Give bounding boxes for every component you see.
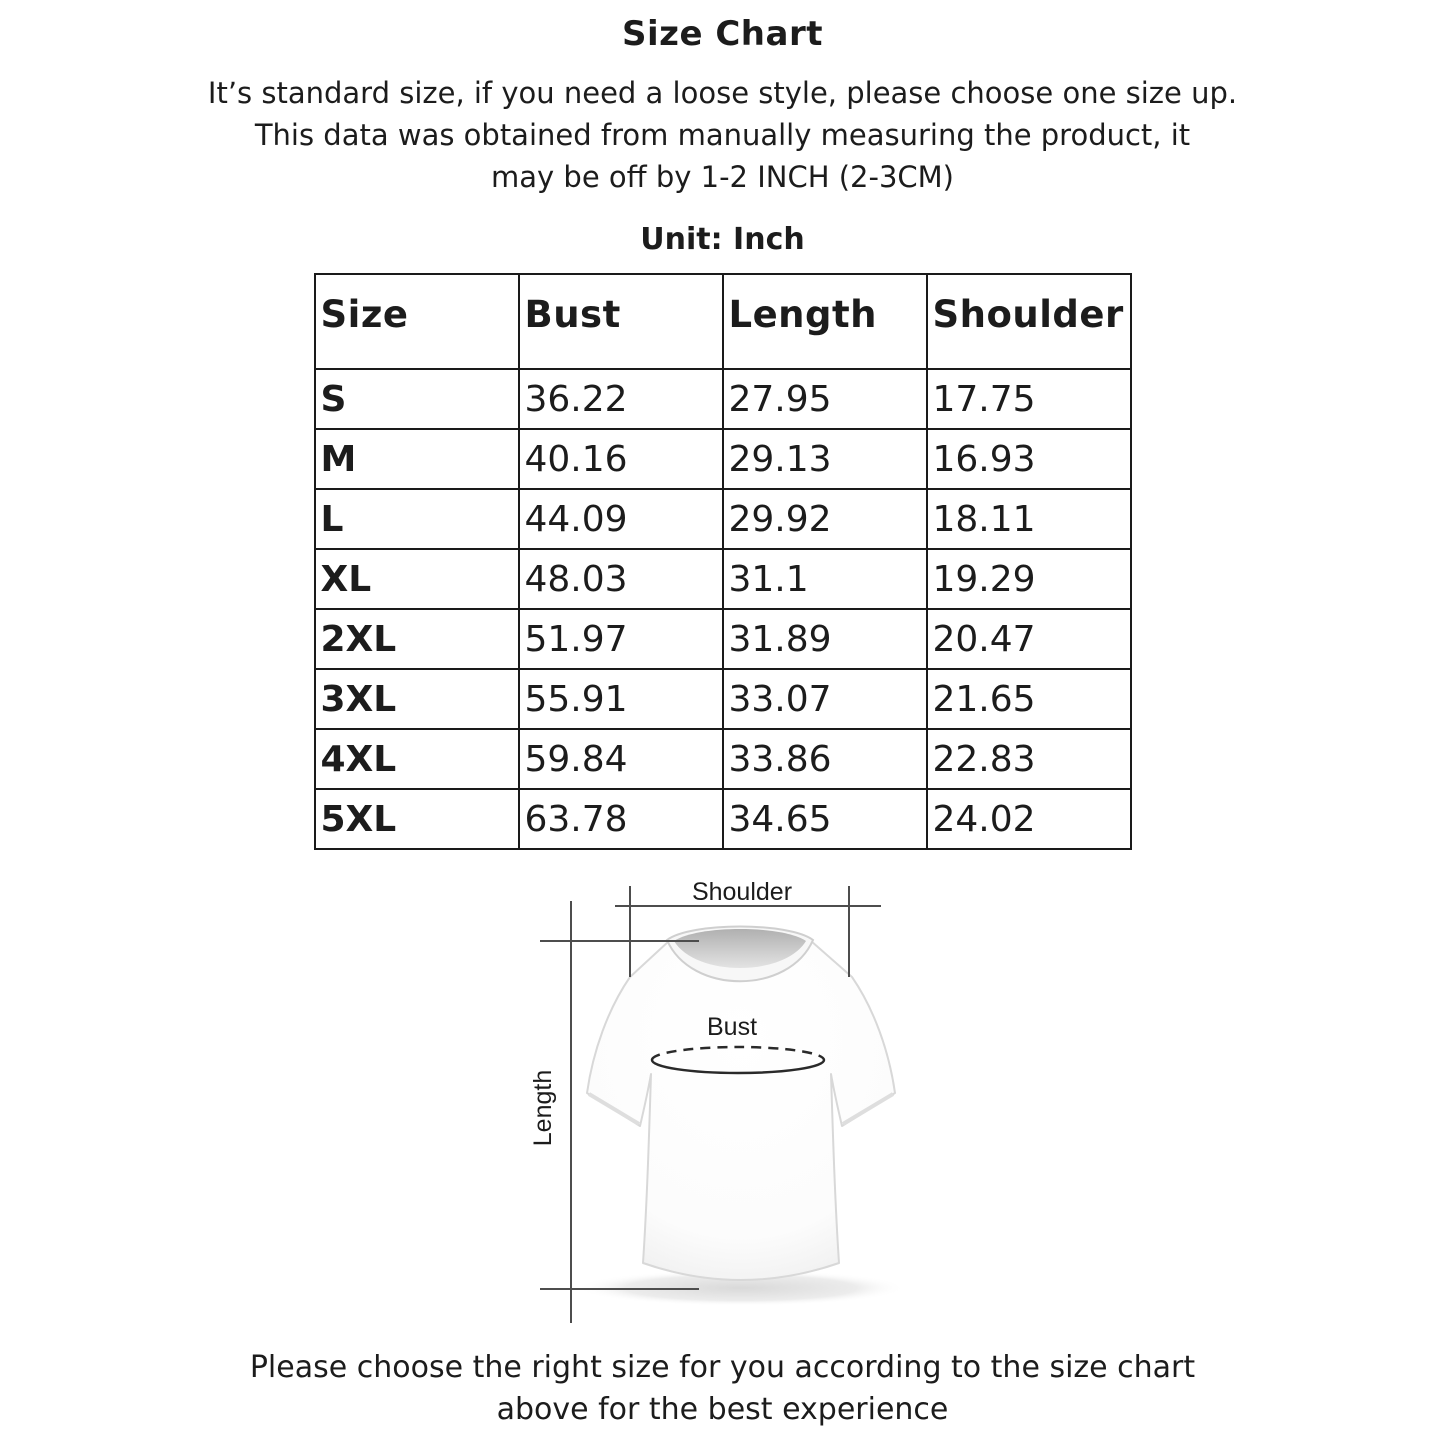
value-cell: 21.65 <box>927 669 1131 729</box>
unit-label: Unit: Inch <box>640 222 805 258</box>
value-cell: 19.29 <box>927 549 1131 609</box>
size-cell: M <box>315 429 519 489</box>
bust-label: Bust <box>706 1013 757 1042</box>
size-cell: 4XL <box>315 729 519 789</box>
column-header-length: Length <box>723 274 927 369</box>
tshirt-diagram <box>528 868 918 1333</box>
value-cell: 63.78 <box>519 789 723 849</box>
footer-text <box>0 1347 1445 1431</box>
value-cell: 18.11 <box>927 489 1131 549</box>
table-row <box>315 729 1131 789</box>
header-row <box>315 274 1131 369</box>
value-cell: 31.89 <box>723 609 927 669</box>
value-cell: 22.83 <box>927 729 1131 789</box>
value-cell: 48.03 <box>519 549 723 609</box>
value-cell: 29.13 <box>723 429 927 489</box>
table-row <box>315 549 1131 609</box>
footer-line-1: Please choose the right size for you according to the size chart <box>249 1350 1196 1386</box>
value-cell: 17.75 <box>927 369 1131 429</box>
size-table <box>314 273 1132 850</box>
value-cell: 40.16 <box>519 429 723 489</box>
table-row <box>315 489 1131 549</box>
value-cell: 29.92 <box>723 489 927 549</box>
size-cell: L <box>315 489 519 549</box>
table-row <box>315 609 1131 669</box>
page-title: Size Chart <box>622 14 823 54</box>
value-cell: 31.1 <box>723 549 927 609</box>
size-cell: XL <box>315 549 519 609</box>
value-cell: 20.47 <box>927 609 1131 669</box>
intro-line-2: This data was obtained from manually measuring the product, it <box>254 117 1191 152</box>
value-cell: 27.95 <box>723 369 927 429</box>
value-cell: 44.09 <box>519 489 723 549</box>
column-header-shoulder: Shoulder <box>927 274 1131 369</box>
shoulder-label: Shoulder <box>691 878 792 907</box>
size-table-body <box>315 369 1131 849</box>
size-cell: 2XL <box>315 609 519 669</box>
value-cell: 51.97 <box>519 609 723 669</box>
size-cell: 3XL <box>315 669 519 729</box>
intro-line-3: may be off by 1-2 INCH (2-3CM) <box>491 159 954 194</box>
value-cell: 34.65 <box>723 789 927 849</box>
size-cell: S <box>315 369 519 429</box>
table-row <box>315 369 1131 429</box>
intro-text <box>0 72 1445 198</box>
table-row <box>315 429 1131 489</box>
value-cell: 36.22 <box>519 369 723 429</box>
value-cell: 59.84 <box>519 729 723 789</box>
intro-line-1: It’s standard size, if you need a loose style, please choose one size up. <box>207 75 1238 110</box>
tshirt-figure <box>528 868 918 1333</box>
column-header-size: Size <box>315 274 519 369</box>
size-table-header <box>315 274 1131 369</box>
size-cell: 5XL <box>315 789 519 849</box>
value-cell: 24.02 <box>927 789 1131 849</box>
value-cell: 55.91 <box>519 669 723 729</box>
table-row <box>315 669 1131 729</box>
table-row <box>315 789 1131 849</box>
length-label: Length <box>528 1069 557 1147</box>
footer-line-2: above for the best experience <box>496 1392 949 1428</box>
value-cell: 33.07 <box>723 669 927 729</box>
value-cell: 16.93 <box>927 429 1131 489</box>
tshirt-body <box>587 935 895 1280</box>
column-header-bust: Bust <box>519 274 723 369</box>
value-cell: 33.86 <box>723 729 927 789</box>
